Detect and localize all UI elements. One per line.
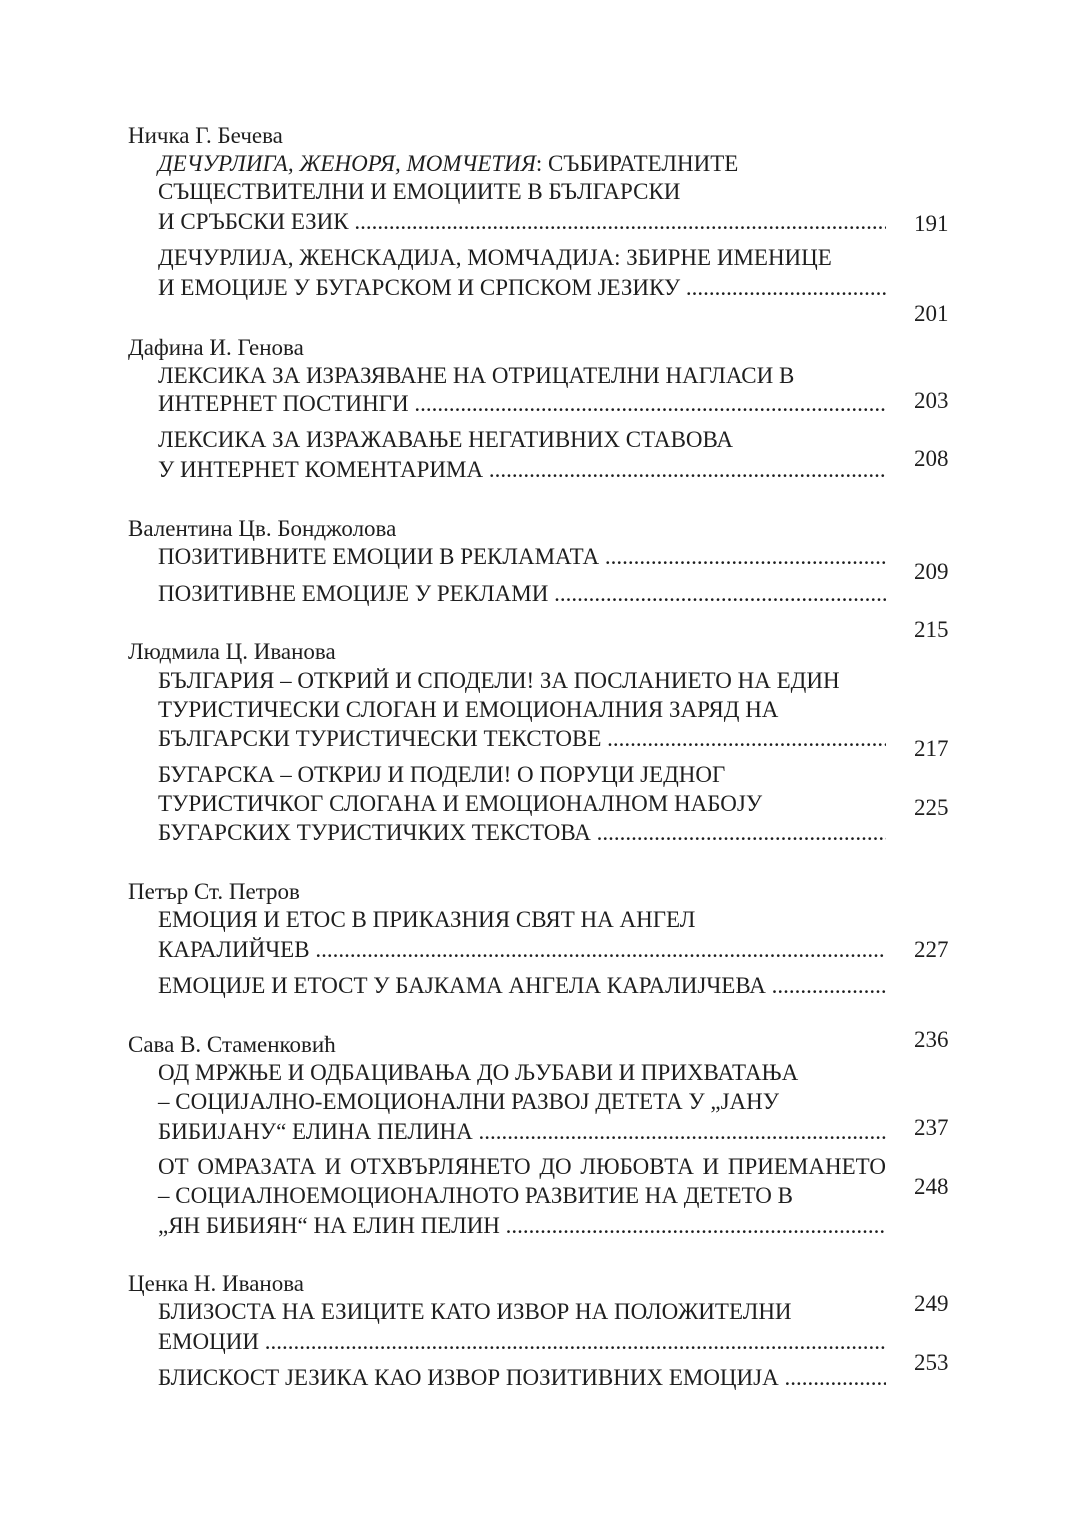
entry-title-line: ЕМОЦИЈЕ И ЕТОСТ У БАЈКАМА АНГЕЛА КАРАЛИЈЧЕВА ..... [158, 972, 886, 1000]
entry-title-line: „ЯН БИБИЯН“ НА ЕЛИН ПЕЛИН ..... [158, 1212, 886, 1240]
page-number: 201 [914, 301, 949, 326]
entry-title-line: БЛИСКОСТ ЈЕЗИКА КАО ИЗВОР ПОЗИТИВНИХ ЕМОЦИЈА ..... [158, 1364, 886, 1392]
entry-title-line: КАРАЛИЙЧЕВ ..... [158, 936, 886, 964]
author-name: Ценка Н. Иванова [128, 1271, 304, 1296]
entry-title-line: ПОЗИТИВНЕ ЕМОЦИЈЕ У РЕКЛАМИ ..... [158, 580, 886, 608]
entry-title-line: БЛИЗОСТА НА ЕЗИЦИТЕ КАТО ИЗВОР НА ПОЛОЖИТЕЛНИ [158, 1299, 792, 1324]
entry-title-line: – СОЦИЈАЛНО-ЕМОЦИОНАЛНИ РАЗВОЈ ДЕТЕТА У „ЈАНУ [158, 1089, 780, 1114]
entry-title-line: БЪЛГАРИЯ – ОТКРИЙ И СПОДЕЛИ! ЗА ПОСЛАНИЕТО НА ЕДИН [158, 668, 840, 693]
entry-title-line: ЕМОЦИЯ И ЕТОС В ПРИКАЗНИЯ СВЯТ НА АНГЕЛ [158, 907, 696, 932]
author-name: Петър Ст. Петров [128, 879, 300, 904]
entry-title-line: – СОЦИАЛНОЕМОЦИОНАЛНОТО РАЗВИТИЕ НА ДЕТЕТО В [158, 1183, 794, 1208]
page-number: 217 [914, 736, 949, 761]
entry-title-line: ДЕЧУРЛИЈА, ЖЕНСКАДИЈА, МОМЧАДИЈА: ЗБИРНЕ ИМЕНИЦЕ [158, 245, 832, 270]
page-number: 225 [914, 795, 949, 820]
page-number: 208 [914, 446, 949, 471]
page-number: 249 [914, 1291, 949, 1316]
page-number: 253 [914, 1350, 949, 1375]
page-number: 203 [914, 388, 949, 413]
author-name: Ничка Г. Бечева [128, 123, 283, 148]
author-name: Людмила Ц. Иванова [128, 639, 336, 664]
author-name: Сава В. Стаменковић [128, 1032, 336, 1057]
italic-title-part: ДЕЧУРЛИГА, ЖЕНОРЯ, МОМЧЕТИЯ [158, 151, 536, 176]
entry-title-line: ПОЗИТИВНИТЕ ЕМОЦИИ В РЕКЛАМАТА ..... [158, 543, 886, 571]
entry-title-line: БУГАРСКИХ ТУРИСТИЧКИХ ТЕКСТОВА ..... [158, 819, 886, 847]
author-name: Валентина Цв. Бонджолова [128, 516, 397, 541]
entry-title-line: У ИНТЕРНЕТ КОМЕНТАРИМА ..... [158, 456, 886, 484]
entry-title-line: СЪЩЕСТВИТЕЛНИ И ЕМОЦИИТЕ В БЪЛГАРСКИ [158, 179, 681, 204]
entry-title-line: ОД МРЖЊЕ И ОДБАЦИВАЊА ДО ЉУБАВИ И ПРИХВАТАЊА [158, 1060, 799, 1085]
entry-title-line: ЛЕКСИКА ЗА ИЗРАЖАВАЊЕ НЕГАТИВНИХ СТАВОВА [158, 427, 734, 452]
page-number: 191 [914, 211, 949, 236]
page-number: 215 [914, 617, 949, 642]
entry-title-line: ИНТЕРНЕТ ПОСТИНГИ ..... [158, 390, 886, 418]
page-number: 209 [914, 559, 949, 584]
page-number: 236 [914, 1027, 949, 1052]
entry-title-line: ТУРИСТИЧЕСКИ СЛОГАН И ЕМОЦИОНАЛНИЯ ЗАРЯД НА [158, 697, 779, 722]
page-number: 227 [914, 937, 949, 962]
entry-title-line: И ЕМОЦИЈЕ У БУГАРСКОМ И СРПСКОМ ЈЕЗИКУ ..... [158, 274, 886, 302]
entry-title-line: БИБИЈАНУ“ ЕЛИНА ПЕЛИНА ..... [158, 1118, 886, 1146]
entry-title-line: ЛЕКСИКА ЗА ИЗРАЗЯВАНЕ НА ОТРИЦАТЕЛНИ НАГЛАСИ В [158, 363, 795, 388]
entry-title-line: ДЕЧУРЛИГА, ЖЕНОРЯ, МОМЧЕТИЯ: СЪБИРАТЕЛНИТЕ [158, 151, 739, 176]
entry-title-line: БЪЛГАРСКИ ТУРИСТИЧЕСКИ ТЕКСТОВЕ ..... [158, 725, 886, 753]
entry-title-line: И СРЪБСКИ ЕЗИК ..... [158, 208, 886, 236]
entry-title-line: ЕМОЦИИ ..... [158, 1328, 886, 1356]
entry-title-line: ОТ ОМРАЗАТА И ОТХВЪРЛЯНЕТО ДО ЛЮБОВТА И ПРИЕМАНЕТО [158, 1154, 886, 1179]
author-name: Дафина И. Генова [128, 335, 304, 360]
page-number: 248 [914, 1174, 949, 1199]
page-number: 237 [914, 1115, 949, 1140]
entry-title-line: ТУРИСТИЧКОГ СЛОГАНА И ЕМОЦИОНАЛНОМ НАБОЈУ [158, 791, 763, 816]
entry-title-line: БУГАРСКА – ОТКРИЈ И ПОДЕЛИ! О ПОРУЦИ ЈЕДНОГ [158, 762, 726, 787]
